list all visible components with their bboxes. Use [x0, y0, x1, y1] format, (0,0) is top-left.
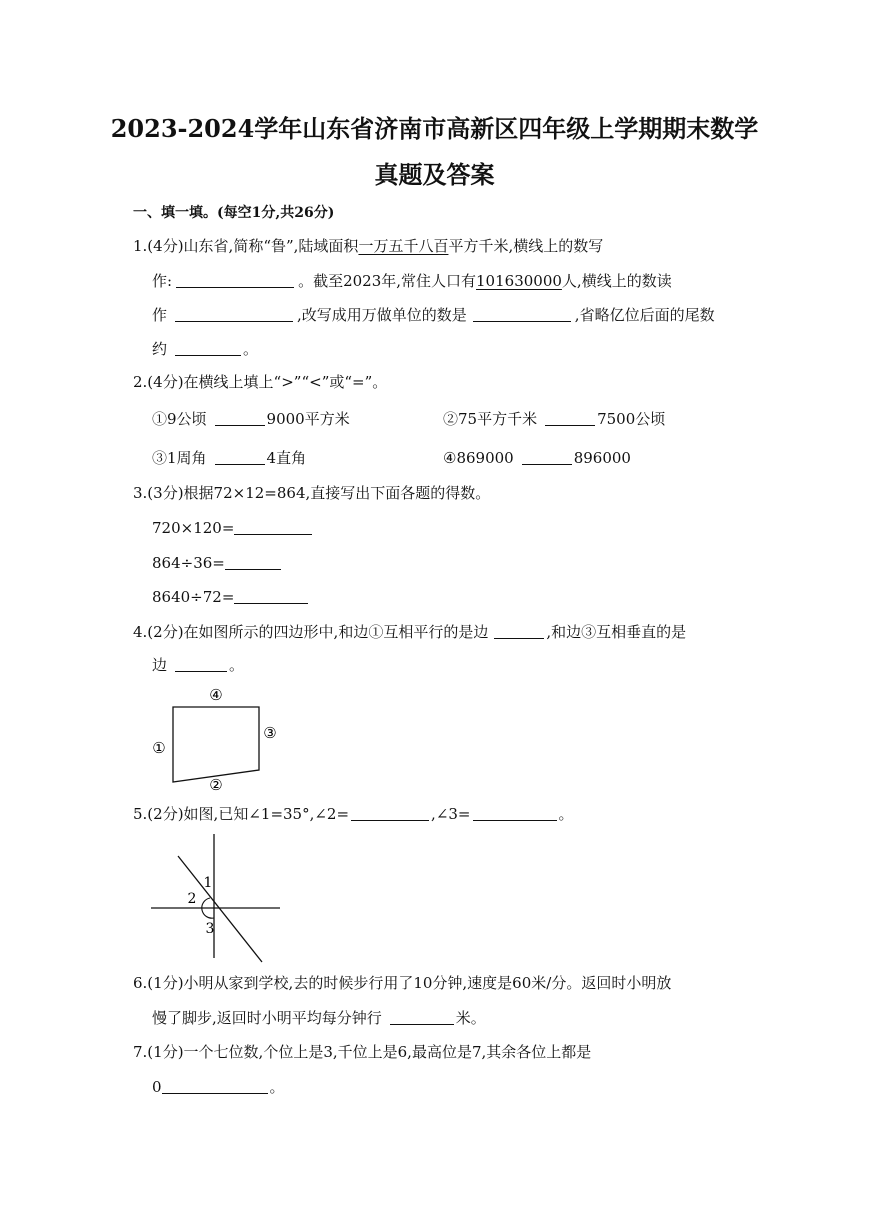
quadrilateral-shape — [173, 707, 259, 782]
answer-blank[interactable] — [176, 273, 294, 288]
q1-text: ,省略亿位后面的尾数 — [574, 306, 715, 324]
q1-line-3 — [152, 307, 715, 323]
q3-expression: 864÷36= — [152, 554, 225, 572]
q4-text: 边 — [152, 656, 168, 674]
answer-blank[interactable] — [473, 806, 557, 821]
q1-text: 。截至2023年,常住人口有 — [298, 272, 477, 290]
q4-text: ,和边③互相垂直的是 — [546, 623, 687, 641]
q2-item-a — [152, 411, 350, 427]
q3-expression: 8640÷72= — [152, 588, 235, 606]
q1-text: 1.(4分)山东省,简称“鲁”,陆域面积 — [133, 237, 359, 255]
q1-text: 作: — [152, 272, 173, 290]
q3-stem: 3.(3分)根据72×12=864,直接写出下面各题的得数。 — [133, 484, 491, 502]
q4-text: 。 — [229, 656, 245, 674]
answer-blank[interactable] — [215, 450, 265, 465]
q2-text: 9000平方米 — [266, 410, 350, 428]
answer-blank[interactable] — [215, 411, 265, 426]
answer-blank[interactable] — [473, 307, 571, 322]
answer-blank[interactable] — [162, 1079, 268, 1094]
edge-label-3: ③ — [263, 724, 277, 742]
q5-text: 5.(2分)如图,已知∠1=35°,∠2= — [133, 805, 350, 823]
q2-stem: 2.(4分)在横线上填上“>”“<”或“=”。 — [133, 373, 388, 391]
answer-blank[interactable] — [175, 341, 241, 356]
answer-blank[interactable] — [522, 450, 572, 465]
q7-line-2 — [152, 1079, 285, 1095]
q1-text: 约 — [152, 340, 168, 358]
q7-text: 0 — [152, 1078, 162, 1096]
edge-label-4: ④ — [209, 686, 223, 704]
page-title: 2023-2024学年山东省济南市高新区四年级上学期期末数学 — [110, 114, 759, 143]
q3-expr-2 — [152, 555, 281, 571]
q1-line-4 — [152, 341, 258, 357]
answer-blank[interactable] — [225, 555, 281, 570]
q4-line-1 — [133, 624, 686, 640]
q5-line — [133, 806, 574, 822]
answer-blank[interactable] — [234, 520, 312, 535]
angle-label-3: 3 — [205, 921, 215, 937]
q6-text: 米。 — [455, 1009, 486, 1027]
q3-expression: 720×120= — [152, 519, 235, 537]
angle-label-2: 2 — [187, 891, 197, 907]
q1-text: 作 — [152, 306, 168, 324]
q4-text: 4.(2分)在如图所示的四边形中,和边①互相平行的是边 — [133, 623, 489, 641]
q2-text: 7500公顷 — [597, 410, 666, 428]
section-heading: 一、填一填。(每空1分,共26分) — [133, 205, 335, 221]
q2-text: 896000 — [573, 449, 631, 467]
answer-blank[interactable] — [175, 657, 227, 672]
q2-text: ①9公顷 — [152, 410, 207, 428]
page-subtitle: 真题及答案 — [374, 160, 495, 189]
q3-expr-3 — [152, 589, 308, 605]
answer-blank[interactable] — [545, 411, 595, 426]
q1-text: 。 — [243, 340, 259, 358]
q3-expr-1 — [152, 520, 312, 536]
q2-text: ④869000 — [443, 449, 514, 467]
q5-text: ,∠3= — [431, 805, 471, 823]
edge-label-2: ② — [209, 776, 223, 794]
q2-item-d — [443, 450, 631, 466]
q7-text: 。 — [269, 1078, 285, 1096]
q6-line-1: 6.(1分)小明从家到学校,去的时候步行用了10分钟,速度是60米/分。返回时小明放 — [133, 974, 672, 992]
q2-text: ③1周角 — [152, 449, 207, 467]
q7-line-1: 7.(1分)一个七位数,个位上是3,千位上是6,最高位是7,其余各位上都是 — [133, 1043, 592, 1061]
q1-line-2 — [152, 273, 672, 289]
q1-text: ,改写成用万做单位的数是 — [297, 306, 467, 324]
q2-item-b — [443, 411, 665, 427]
answer-blank[interactable] — [351, 806, 429, 821]
q1-underlined-area: 一万五千八百 — [358, 237, 449, 255]
answer-blank[interactable] — [390, 1010, 454, 1025]
q1-line-1 — [133, 239, 603, 254]
slanted-line — [178, 856, 262, 962]
answer-blank[interactable] — [234, 589, 308, 604]
answer-blank[interactable] — [175, 307, 293, 322]
angle-label-1: 1 — [203, 875, 213, 891]
q6-text: 慢了脚步,返回时小明平均每分钟行 — [152, 1009, 382, 1027]
q2-text: ②75平方千米 — [443, 410, 538, 428]
q2-text: 4直角 — [266, 449, 307, 467]
q1-text: 平方千米,横线上的数写 — [448, 237, 604, 255]
quadrilateral-figure — [145, 684, 290, 796]
angle-figure — [148, 832, 283, 964]
q4-line-2 — [152, 657, 244, 673]
q6-line-2 — [152, 1010, 486, 1026]
q1-underlined-population: 101630000 — [476, 272, 562, 290]
q1-text: 人,横线上的数读 — [561, 272, 672, 290]
edge-label-1: ① — [152, 739, 166, 757]
q2-item-c — [152, 450, 306, 466]
answer-blank[interactable] — [494, 624, 544, 639]
q5-text: 。 — [558, 805, 574, 823]
